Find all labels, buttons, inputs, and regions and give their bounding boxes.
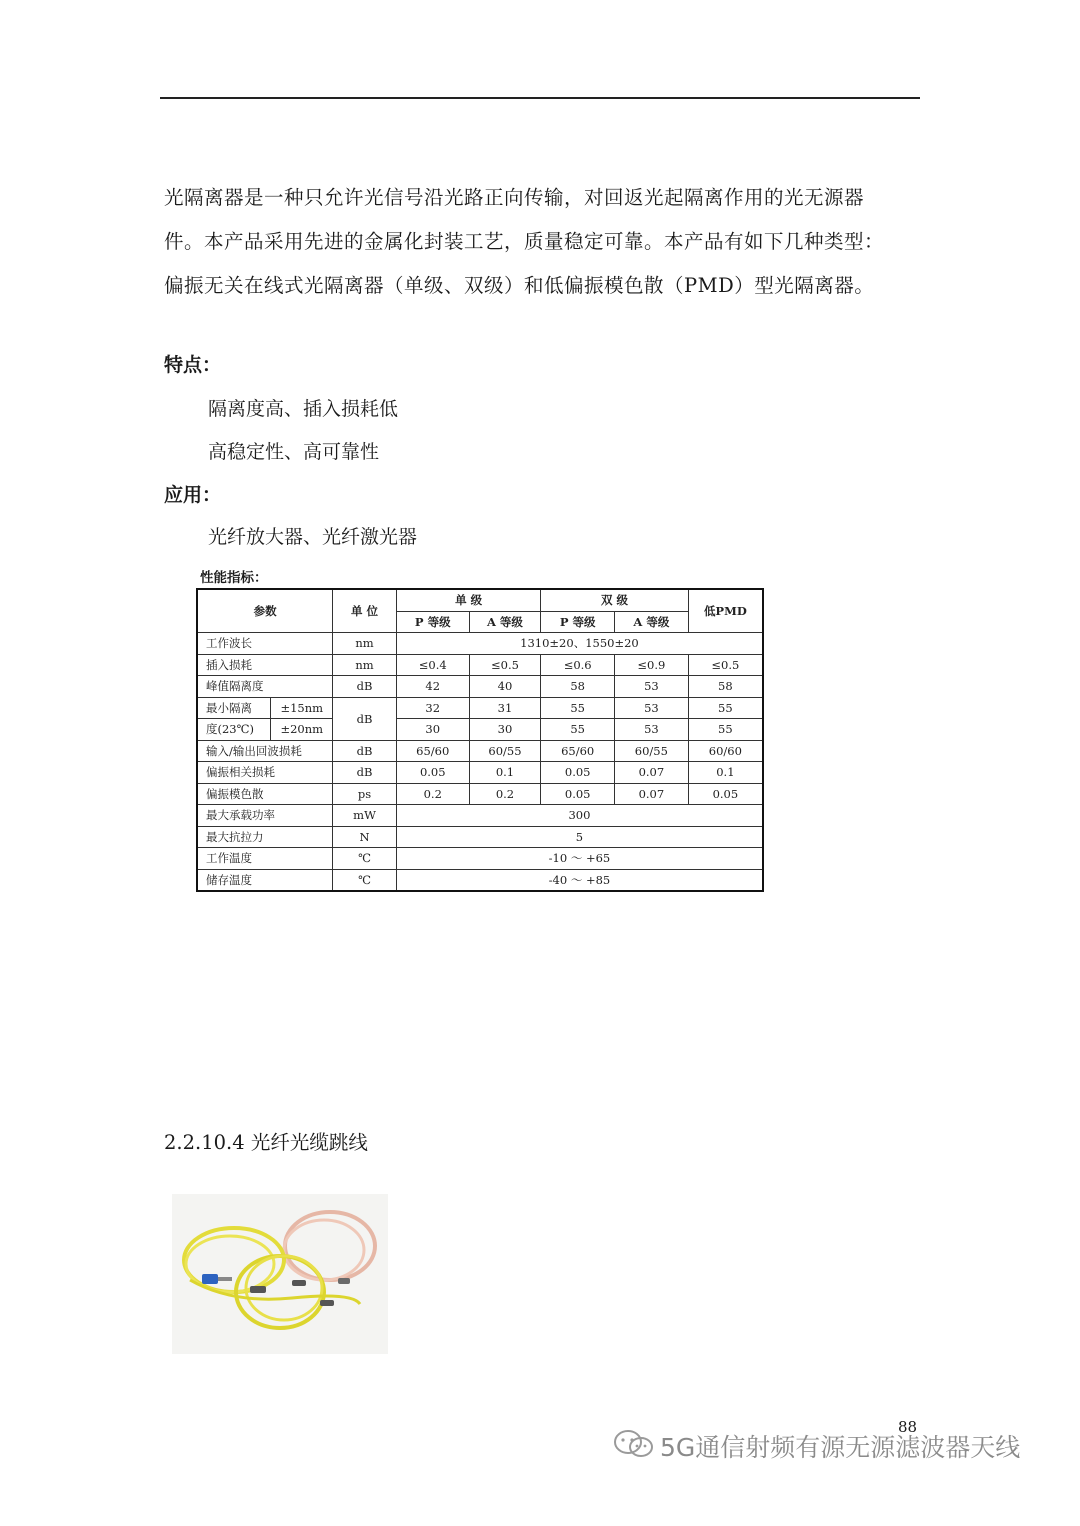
table-row <box>197 633 763 655</box>
cell-value: 0.07 <box>615 783 689 805</box>
cell-value: ≤0.9 <box>615 654 689 676</box>
row-unit: dB <box>333 676 397 698</box>
intro-line: 偏振无关在线式光隔离器（单级、双级）和低偏振模色散（PMD）型光隔离器。 <box>164 274 875 297</box>
header-row <box>197 589 763 611</box>
header-rule <box>160 97 920 99</box>
row-unit: dB <box>333 762 397 784</box>
row-unit: nm <box>333 654 397 676</box>
row-label: 储存温度 <box>197 869 333 891</box>
cell-value: 30 <box>396 719 469 741</box>
row-label: 度(23℃) <box>197 719 271 741</box>
application-item: 光纤放大器、光纤激光器 <box>208 526 418 548</box>
row-unit: ℃ <box>333 848 397 870</box>
cell-value: ≤0.6 <box>541 654 615 676</box>
cell-value: 55 <box>541 697 615 719</box>
cell-value: 31 <box>469 697 541 719</box>
row-label: 偏振相关损耗 <box>197 762 333 784</box>
low-pmd-header: 低PMD <box>688 589 763 633</box>
param-header: 参数 <box>197 589 333 633</box>
row-unit: ps <box>333 783 397 805</box>
cell-value: 65/60 <box>541 740 615 762</box>
features-heading: 特点： <box>164 354 222 376</box>
p-grade-header: P 等级 <box>396 611 469 633</box>
row-value: 5 <box>396 826 763 848</box>
single-stage-header: 单 级 <box>396 589 540 611</box>
row-label: 工作温度 <box>197 848 333 870</box>
cell-value: 30 <box>469 719 541 741</box>
cell-value: 58 <box>688 676 763 698</box>
wechat-icon <box>612 1428 656 1460</box>
row-value: 300 <box>396 805 763 827</box>
table-row <box>197 826 763 848</box>
row-label: 工作波长 <box>197 633 333 655</box>
unit-header: 单 位 <box>333 589 397 633</box>
row-label: 输入/输出回波损耗 <box>197 740 333 762</box>
row-unit: dB <box>333 740 397 762</box>
row-sublabel: ±15nm <box>271 697 333 719</box>
row-unit: dB <box>333 697 397 740</box>
spec-table <box>196 588 764 892</box>
row-sublabel: ±20nm <box>271 719 333 741</box>
row-unit: mW <box>333 805 397 827</box>
table-row <box>197 654 763 676</box>
cell-value: 0.1 <box>688 762 763 784</box>
cell-value: ≤0.5 <box>469 654 541 676</box>
cell-value: 60/55 <box>615 740 689 762</box>
row-label: 插入损耗 <box>197 654 333 676</box>
application-heading: 应用： <box>164 484 222 506</box>
cell-value: 0.07 <box>615 762 689 784</box>
table-row <box>197 848 763 870</box>
table-row <box>197 697 763 719</box>
table-row <box>197 762 763 784</box>
cell-value: ≤0.4 <box>396 654 469 676</box>
a-grade-header: A 等级 <box>615 611 689 633</box>
intro-line: 光隔离器是一种只允许光信号沿光路正向传输，对回返光起隔离作用的光无源器 <box>164 186 865 209</box>
cell-value: 53 <box>615 697 689 719</box>
cell-value: 53 <box>615 676 689 698</box>
intro-paragraph <box>164 176 924 308</box>
row-label: 偏振模色散 <box>197 783 333 805</box>
table-row <box>197 740 763 762</box>
watermark-text: 5G通信射频有源无源滤波器天线 <box>660 1433 1021 1462</box>
cell-value: 0.05 <box>541 762 615 784</box>
row-unit: ℃ <box>333 869 397 891</box>
cell-value: 55 <box>688 719 763 741</box>
feature-item: 高稳定性、高可靠性 <box>208 441 380 463</box>
row-unit: N <box>333 826 397 848</box>
cell-value: 40 <box>469 676 541 698</box>
cell-value: 0.2 <box>469 783 541 805</box>
cell-value: 0.05 <box>396 762 469 784</box>
fiber-patch-cord-photo <box>172 1194 388 1354</box>
intro-line: 件。本产品采用先进的金属化封装工艺，质量稳定可靠。本产品有如下几种类型： <box>164 230 885 253</box>
table-row <box>197 783 763 805</box>
cell-value: 0.05 <box>688 783 763 805</box>
row-label: 峰值隔离度 <box>197 676 333 698</box>
cell-value: 0.2 <box>396 783 469 805</box>
table-row <box>197 805 763 827</box>
row-value: -40 ～ +85 <box>396 869 763 891</box>
cell-value: 0.05 <box>541 783 615 805</box>
cell-value: 53 <box>615 719 689 741</box>
table-row <box>197 719 763 741</box>
page-number: 88 <box>898 1418 918 1436</box>
p-grade-header: P 等级 <box>541 611 615 633</box>
row-unit: nm <box>333 633 397 655</box>
table-caption: 性能指标： <box>200 570 268 586</box>
table-row <box>197 869 763 891</box>
table-row <box>197 676 763 698</box>
cell-value: 60/60 <box>688 740 763 762</box>
row-label: 最大承载功率 <box>197 805 333 827</box>
cell-value: 60/55 <box>469 740 541 762</box>
double-stage-header: 双 级 <box>541 589 688 611</box>
row-value: -10 ～ +65 <box>396 848 763 870</box>
cell-value: 32 <box>396 697 469 719</box>
row-label: 最大抗拉力 <box>197 826 333 848</box>
cell-value: 55 <box>541 719 615 741</box>
cell-value: 58 <box>541 676 615 698</box>
row-label: 最小隔离 <box>197 697 271 719</box>
row-value: 1310±20、1550±20 <box>396 633 763 655</box>
section-heading: 2.2.10.4 光纤光缆跳线 <box>164 1131 368 1154</box>
cell-value: 65/60 <box>396 740 469 762</box>
cell-value: 55 <box>688 697 763 719</box>
a-grade-header: A 等级 <box>469 611 541 633</box>
cell-value: 0.1 <box>469 762 541 784</box>
cell-value: ≤0.5 <box>688 654 763 676</box>
cell-value: 42 <box>396 676 469 698</box>
feature-item: 隔离度高、插入损耗低 <box>208 398 399 420</box>
watermark <box>612 1424 1052 1464</box>
